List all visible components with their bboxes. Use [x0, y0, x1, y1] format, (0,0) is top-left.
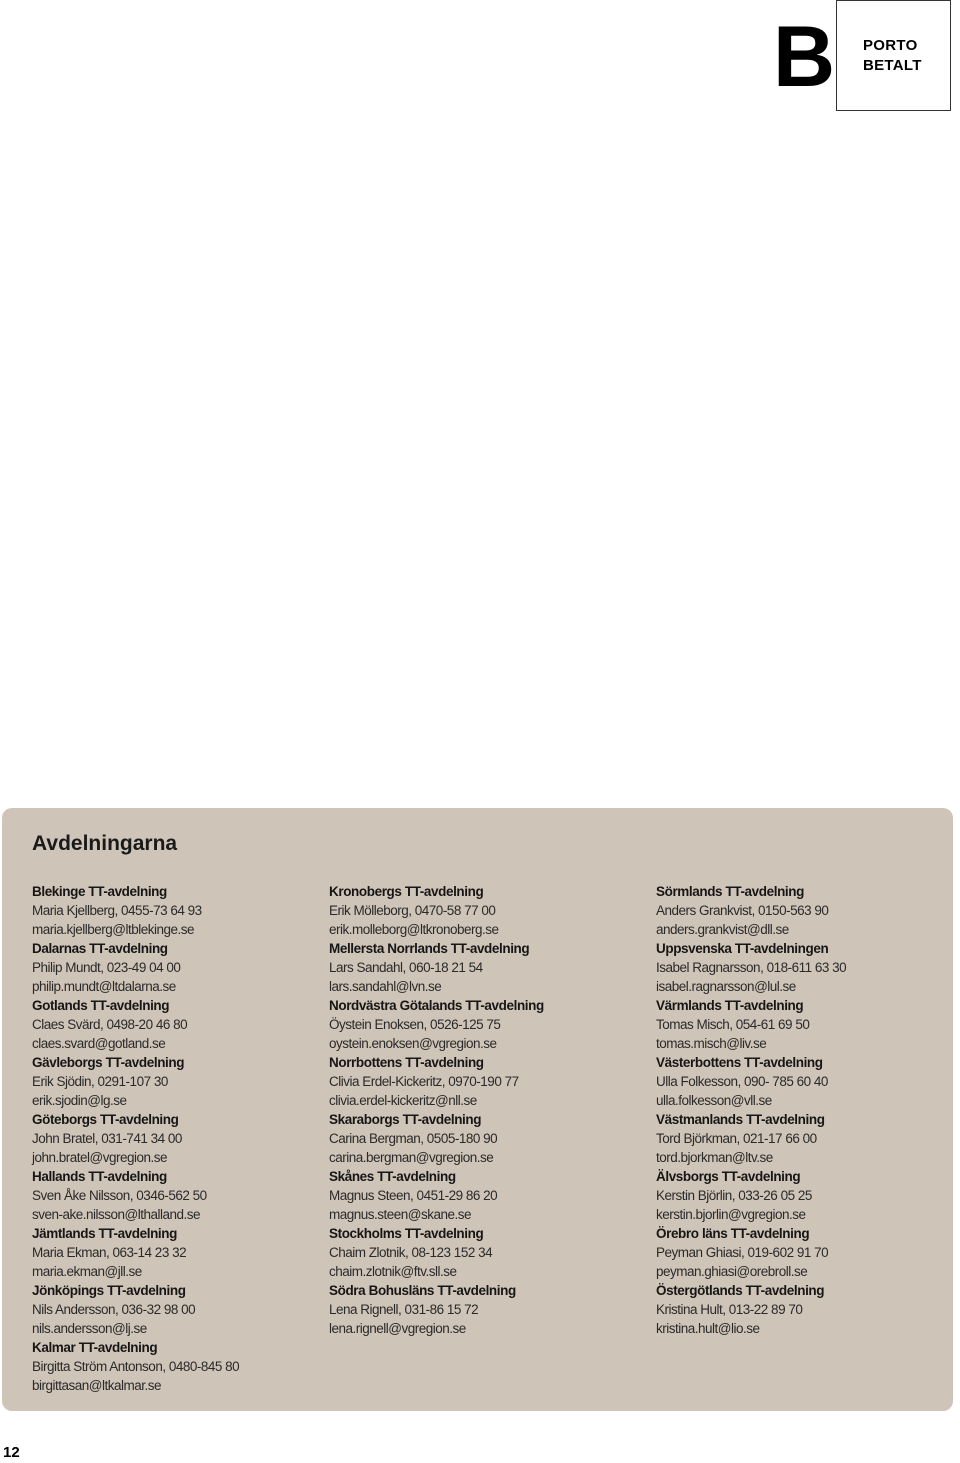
department-contact: Maria Kjellberg, 0455-73 64 93 — [32, 903, 202, 918]
department-name: Uppsvenska TT-avdelningen — [656, 941, 829, 956]
postage-paid-box — [836, 0, 951, 111]
department-entry — [32, 939, 332, 996]
department-entry — [656, 1281, 956, 1338]
department-email: claes.svard@gotland.se — [32, 1036, 166, 1051]
department-entry — [656, 882, 956, 939]
department-email: lena.rignell@vgregion.se — [329, 1321, 466, 1336]
department-email: sven-ake.nilsson@lthalland.se — [32, 1207, 201, 1222]
department-entry — [329, 1281, 629, 1338]
department-contact: Carina Bergman, 0505-180 90 — [329, 1131, 498, 1146]
department-email: maria.ekman@jll.se — [32, 1264, 142, 1279]
panel-title: Avdelningarna — [32, 832, 178, 855]
department-contact: Birgitta Ström Antonson, 0480-845 80 — [32, 1359, 240, 1374]
department-entry — [32, 1338, 332, 1395]
department-name: Skaraborgs TT-avdelning — [329, 1112, 482, 1127]
department-email: ulla.folkesson@vll.se — [656, 1093, 772, 1108]
department-contact: Magnus Steen, 0451-29 86 20 — [329, 1188, 498, 1203]
department-entry — [656, 1053, 956, 1110]
department-contact: Tord Björkman, 021-17 66 00 — [656, 1131, 817, 1146]
department-email: magnus.steen@skane.se — [329, 1207, 472, 1222]
department-name: Stockholms TT-avdelning — [329, 1226, 484, 1241]
department-name: Gotlands TT-avdelning — [32, 998, 170, 1013]
department-email: kristina.hult@lio.se — [656, 1321, 760, 1336]
department-contact: John Bratel, 031-741 34 00 — [32, 1131, 182, 1146]
department-name: Värmlands TT-avdelning — [656, 998, 804, 1013]
department-entry — [329, 1110, 629, 1167]
department-contact: Ulla Folkesson, 090- 785 60 40 — [656, 1074, 828, 1089]
department-contact: Tomas Misch, 054-61 69 50 — [656, 1017, 810, 1032]
department-email: kerstin.bjorlin@vgregion.se — [656, 1207, 806, 1222]
department-entry — [656, 1167, 956, 1224]
department-entry — [32, 1224, 332, 1281]
department-name: Älvsborgs TT-avdelning — [656, 1169, 801, 1184]
department-entry — [32, 1053, 332, 1110]
postage-indicia — [773, 0, 956, 113]
department-contact: Kristina Hult, 013-22 89 70 — [656, 1302, 803, 1317]
department-email: peyman.ghiasi@orebroll.se — [656, 1264, 808, 1279]
department-contact: Erik Mölleborg, 0470-58 77 00 — [329, 903, 496, 918]
department-contact: Isabel Ragnarsson, 018-611 63 30 — [656, 960, 847, 975]
department-contact: Anders Grankvist, 0150-563 90 — [656, 903, 829, 918]
department-email: tomas.misch@liv.se — [656, 1036, 767, 1051]
department-email: oystein.enoksen@vgregion.se — [329, 1036, 497, 1051]
departments-column-3 — [656, 882, 956, 1338]
department-email: erik.molleborg@ltkronoberg.se — [329, 922, 499, 937]
department-email: nils.andersson@lj.se — [32, 1321, 147, 1336]
department-contact: Nils Andersson, 036-32 98 00 — [32, 1302, 196, 1317]
department-email: erik.sjodin@lg.se — [32, 1093, 127, 1108]
department-entry — [32, 996, 332, 1053]
department-name: Södra Bohusläns TT-avdelning — [329, 1283, 516, 1298]
department-entry — [656, 1224, 956, 1281]
department-name: Västmanlands TT-avdelning — [656, 1112, 825, 1127]
department-email: clivia.erdel-kickeritz@nll.se — [329, 1093, 477, 1108]
department-name: Gävleborgs TT-avdelning — [32, 1055, 185, 1070]
department-name: Kalmar TT-avdelning — [32, 1340, 158, 1355]
department-name: Sörmlands TT-avdelning — [656, 884, 804, 899]
department-entry — [329, 939, 629, 996]
department-entry — [32, 1281, 332, 1338]
department-contact: Lena Rignell, 031-86 15 72 — [329, 1302, 479, 1317]
department-contact: Claes Svärd, 0498-20 46 80 — [32, 1017, 188, 1032]
departments-column-2 — [329, 882, 629, 1338]
department-name: Skånes TT-avdelning — [329, 1169, 456, 1184]
department-contact: Sven Åke Nilsson, 0346-562 50 — [32, 1188, 207, 1203]
department-entry — [329, 1224, 629, 1281]
department-contact: Chaim Zlotnik, 08-123 152 34 — [329, 1245, 493, 1260]
department-name: Hallands TT-avdelning — [32, 1169, 167, 1184]
department-email: john.bratel@vgregion.se — [32, 1150, 168, 1165]
department-contact: Lars Sandahl, 060-18 21 54 — [329, 960, 483, 975]
page-number: 12 — [3, 1444, 20, 1461]
department-contact: Öystein Enoksen, 0526-125 75 — [329, 1017, 501, 1032]
department-name: Dalarnas TT-avdelning — [32, 941, 168, 956]
department-name: Nordvästra Götalands TT-avdelning — [329, 998, 544, 1013]
department-email: anders.grankvist@dll.se — [656, 922, 789, 937]
department-name: Blekinge TT-avdelning — [32, 884, 167, 899]
department-entry — [329, 996, 629, 1053]
department-entry — [656, 996, 956, 1053]
department-entry — [329, 1053, 629, 1110]
department-email: chaim.zlotnik@ftv.sll.se — [329, 1264, 457, 1279]
department-name: Norrbottens TT-avdelning — [329, 1055, 484, 1070]
department-name: Jönköpings TT-avdelning — [32, 1283, 186, 1298]
department-entry — [656, 1110, 956, 1167]
department-contact: Clivia Erdel-Kickeritz, 0970-190 77 — [329, 1074, 519, 1089]
department-name: Örebro läns TT-avdelning — [656, 1226, 810, 1241]
department-entry — [32, 882, 332, 939]
department-name: Jämtlands TT-avdelning — [32, 1226, 177, 1241]
department-email: isabel.ragnarsson@lul.se — [656, 979, 796, 994]
department-name: Västerbottens TT-avdelning — [656, 1055, 823, 1070]
department-email: philip.mundt@ltdalarna.se — [32, 979, 176, 994]
department-email: tord.bjorkman@ltv.se — [656, 1150, 773, 1165]
department-entry — [32, 1110, 332, 1167]
department-name: Östergötlands TT-avdelning — [656, 1283, 825, 1298]
department-email: maria.kjellberg@ltblekinge.se — [32, 922, 195, 937]
department-contact: Philip Mundt, 023-49 04 00 — [32, 960, 181, 975]
department-contact: Peyman Ghiasi, 019-602 91 70 — [656, 1245, 829, 1260]
postage-class-letter: B — [773, 9, 836, 105]
departments-panel — [2, 808, 953, 1411]
departments-column-1 — [32, 882, 332, 1395]
department-entry — [656, 939, 956, 996]
department-name: Göteborgs TT-avdelning — [32, 1112, 179, 1127]
department-entry — [329, 882, 629, 939]
department-email: lars.sandahl@lvn.se — [329, 979, 442, 994]
department-contact: Erik Sjödin, 0291-107 30 — [32, 1074, 168, 1089]
department-entry — [32, 1167, 332, 1224]
postage-line-porto: PORTO — [863, 36, 918, 54]
postage-line-betalt: BETALT — [863, 56, 922, 74]
department-email: birgittasan@ltkalmar.se — [32, 1378, 162, 1393]
department-entry — [329, 1167, 629, 1224]
department-name: Kronobergs TT-avdelning — [329, 884, 484, 899]
department-name: Mellersta Norrlands TT-avdelning — [329, 941, 530, 956]
department-contact: Maria Ekman, 063-14 23 32 — [32, 1245, 187, 1260]
department-contact: Kerstin Björlin, 033-26 05 25 — [656, 1188, 812, 1203]
department-email: carina.bergman@vgregion.se — [329, 1150, 494, 1165]
